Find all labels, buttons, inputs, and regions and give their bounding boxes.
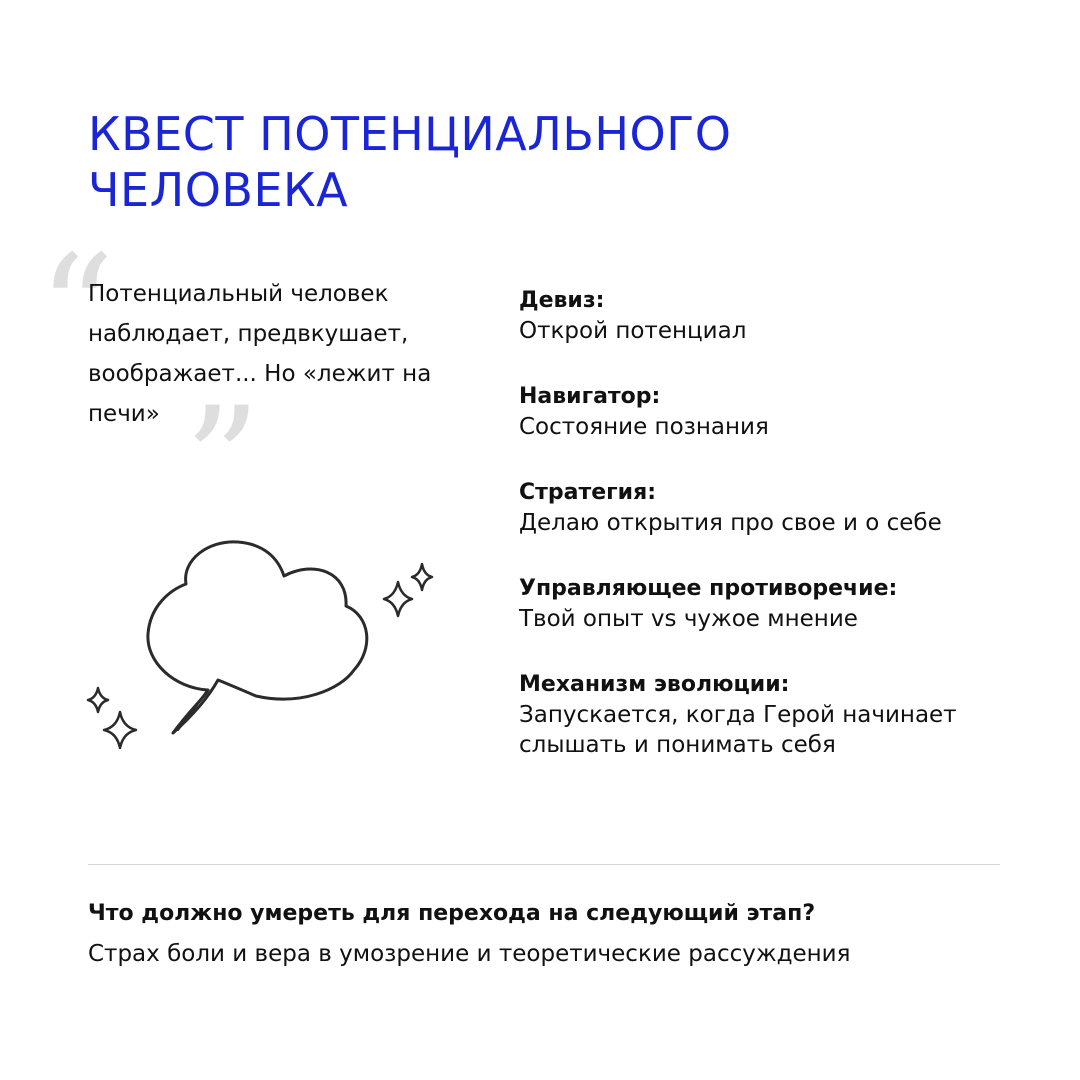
divider: [88, 864, 1000, 865]
page-title: [88, 106, 988, 218]
info-item-strategy: [519, 478, 1019, 574]
close-quote-icon: ”: [184, 376, 261, 550]
info-item-navigator: [519, 382, 1019, 478]
info-value: Запускается, когда Герой начинает слышать и понимать себя: [519, 702, 957, 758]
speech-bubble-illustration: [78, 530, 448, 770]
info-value: Твой опыт vs чужое мнение: [519, 606, 858, 632]
bottom-question: Что должно умереть для перехода на следующий этап?: [88, 901, 816, 926]
info-label: Девиз:: [519, 288, 605, 313]
info-item-motto: [519, 286, 1019, 382]
bottom-answer: Страх боли и вера в умозрение и теоретические рассуждения: [88, 941, 851, 967]
title-line-2: ЧЕЛОВЕКА: [88, 163, 349, 217]
sparkle-small-left-icon: [88, 688, 108, 712]
info-label: Механизм эволюции:: [519, 672, 790, 697]
info-list: [519, 286, 1019, 766]
sparkle-large-right-icon: [384, 582, 412, 616]
info-label: Навигатор:: [519, 384, 661, 409]
info-item-contradiction: [519, 574, 1019, 670]
info-item-evolution: [519, 670, 1019, 766]
sparkle-small-right-icon: [412, 564, 432, 590]
sparkle-large-left-icon: [104, 712, 136, 748]
info-label: Стратегия:: [519, 480, 656, 505]
speech-bubble-icon: [148, 542, 367, 733]
info-value: Делаю открытия про свое и о себе: [519, 510, 942, 536]
info-label: Управляющее противоречие:: [519, 576, 898, 601]
sparkle-icons: [88, 564, 432, 748]
title-line-1: КВЕСТ ПОТЕНЦИАЛЬНОГО: [88, 107, 732, 161]
quote-text: Потенциальный человек наблюдает, предвкушает, воображает... Но «лежит на печи»: [88, 281, 432, 427]
info-value: Открой потенциал: [519, 318, 747, 344]
open-quote-icon: “: [38, 224, 115, 398]
info-value: Состояние познания: [519, 414, 769, 440]
